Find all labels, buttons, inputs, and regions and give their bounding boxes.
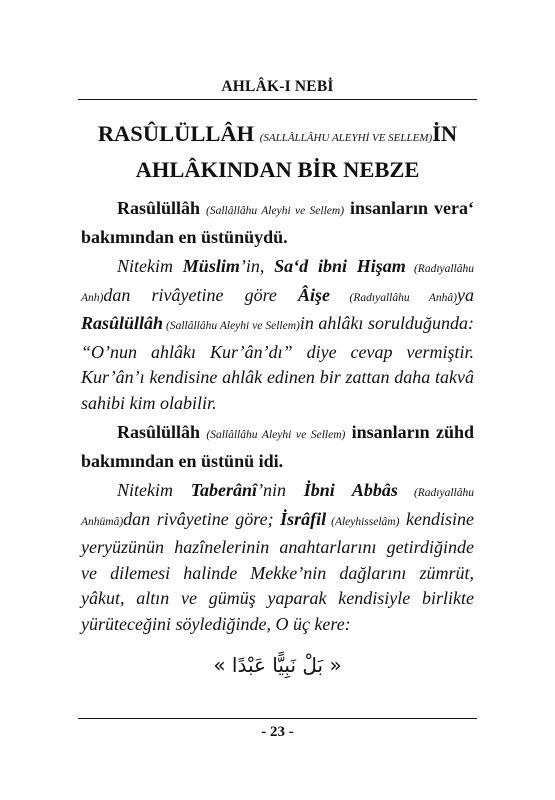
paragraph-3	[81, 420, 474, 474]
paragraph-1	[81, 196, 474, 250]
p2-text-4: ya	[457, 284, 474, 305]
p3-honorific: (Sallâllâhu Aleyhi ve Sellem)	[206, 429, 346, 441]
paragraph-4	[81, 478, 474, 637]
p2-name-rasulullah: Rasûlüllâh	[81, 313, 164, 333]
title-honorific: (SALLÂLLÂHU ALEYHİ VE SELLEM)	[259, 132, 433, 144]
p1-honorific: (Sallâllâhu Aleyhi ve Sellem)	[206, 205, 345, 217]
body-text	[81, 196, 474, 641]
p4-name-israfil: İsrâfil	[280, 508, 327, 529]
p1-text: insanların vera‘ bakımından en üstünüydü.	[81, 198, 474, 247]
p4-text-4: kendisine yeryüzünün hazînelerinin anahtarlarını getirdiğinde ve dilemesi halinde Mekke’nin dağlarını zümrüt, yâkut, altın ve gümüş yaparak kendisiyle birlikte yürüteceğini söylediğinde, O üç kere:	[81, 508, 474, 634]
page-number: - 23 -	[261, 724, 294, 740]
footer-divider	[78, 718, 477, 719]
title-part-2: İN AHLÂKINDAN BİR NEBZE	[135, 121, 458, 182]
arabic-quote: « بَلْ نَبِيًّا عَبْدًا »	[213, 653, 342, 677]
p3-text: insanların zühd bakımından en üstünü idi.	[81, 422, 475, 471]
p3-name: Rasûlüllâh	[117, 422, 201, 442]
p2-name-sad: Sa‘d ibni Hişam	[274, 256, 406, 276]
p2-honorific-3: (Sallâllâhu Aleyhi ve Sellem)	[163, 320, 300, 332]
p2-text-3: dan rivâyetine göre	[103, 284, 299, 305]
running-header: AHLÂK-I NEBİ	[221, 78, 334, 95]
p1-name: Rasûlüllâh	[117, 198, 201, 218]
section-title	[80, 118, 475, 186]
p2-honorific-1: (Radıyallâhu Anh)	[81, 263, 475, 304]
p4-honorific-2: (Aleyhisselâm)	[326, 515, 400, 528]
p2-text-5: in ahlâkı sorulduğunda: “O’nun ahlâkı Kur’ân’dı” diye cevap vermiştir. Kur’ân’ı kendisine ahlâk edinen bir zattan daha takvâ sahibi kim olabilir.	[81, 313, 475, 413]
title-part-1: RASÛLÜLLÂH	[97, 121, 260, 146]
paragraph-2	[81, 254, 474, 416]
p4-text-1: Nitekim	[117, 480, 191, 500]
p2-name-muslim: Müslim	[182, 256, 240, 276]
p2-text-1: Nitekim	[117, 256, 183, 276]
p4-text-3: dan rivâyetine göre;	[123, 508, 281, 529]
p2-name-aise: Âişe	[298, 284, 331, 305]
p4-honorific-1: (Radıyallâhu Anhümâ)	[81, 487, 474, 528]
p4-name-ibni-abbas: İbni Abbâs	[303, 480, 398, 500]
p4-text-2: ’nin	[257, 480, 304, 500]
p2-honorific-2: (Radıyallâhu Anhâ)	[330, 291, 457, 304]
header-divider	[78, 99, 477, 100]
p2-text-2: ’in,	[239, 256, 275, 276]
p4-name-taberani: Taberânî	[190, 480, 258, 500]
